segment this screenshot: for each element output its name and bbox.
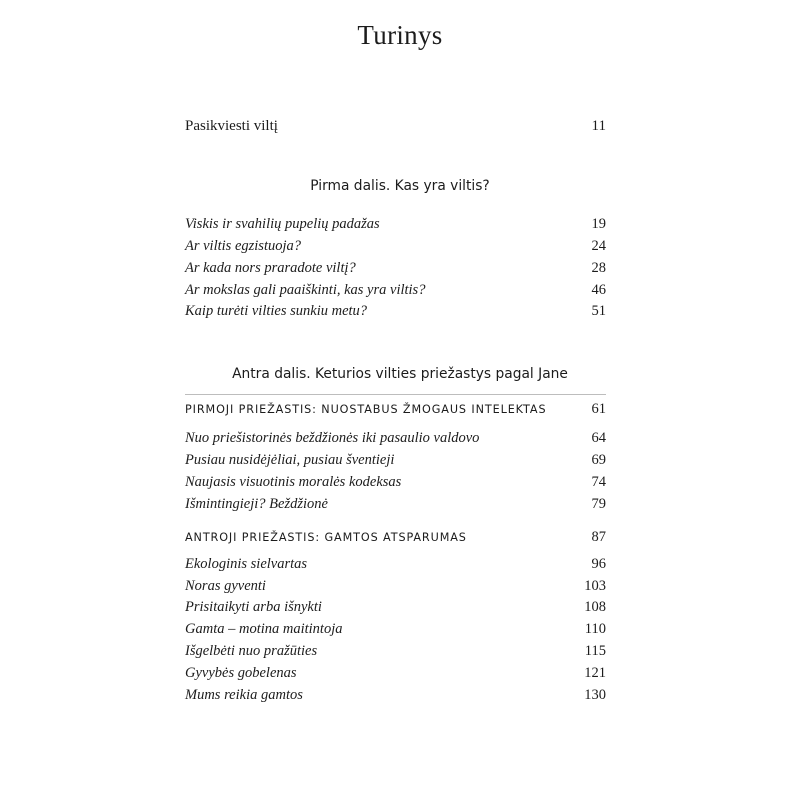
toc-entry[interactable] [185,662,606,684]
toc-entry[interactable] [185,279,606,301]
part-heading-2: Antra dalis. Keturios vilties priežastys pagal Jane [232,366,568,382]
toc-entry-title: Pasikviesti viltį [185,117,278,134]
toc-entry[interactable] [185,235,606,257]
toc-entry-title: Išmintingieji? Beždžionė [185,495,328,512]
toc-entry[interactable] [185,427,606,449]
toc-entry-page: 19 [591,215,606,232]
toc-entry-title: Ar viltis egzistuoja? [185,237,301,254]
toc-section-heading[interactable] [185,398,606,420]
toc-entry[interactable] [185,493,606,515]
toc-entry[interactable] [185,596,606,618]
toc-entry-title: Viskis ir svahilių pupelių padažas [185,215,380,232]
part-divider [185,394,606,395]
toc-entry[interactable] [185,553,606,575]
toc-entry[interactable] [185,257,606,279]
toc-section-heading[interactable] [185,526,606,548]
toc-entry-page: 110 [584,620,606,637]
toc-entry-title: Ekologinis sielvartas [185,555,308,572]
toc-entry-page: 103 [584,577,606,594]
toc-entry[interactable] [185,213,606,235]
toc-entry-page: 61 [591,400,606,417]
page-title: Turinys [357,20,443,50]
toc-entry-page: 115 [584,642,606,659]
toc-entry-title: Išgelbėti nuo pražūties [185,642,318,659]
toc-entry-title: Noras gyventi [185,577,266,594]
toc-entry-page: 28 [591,259,606,276]
toc-entry-title: Nuo priešistorinės beždžionės iki pasaulio valdovo [185,429,480,446]
toc-entry-title: Gyvybės gobelenas [185,664,297,681]
toc-entry-page: 69 [591,451,606,468]
toc-entry[interactable] [185,471,606,493]
toc-entry-title: Ar mokslas gali paaiškinti, kas yra viltis? [185,281,426,298]
toc-entry-page: 108 [584,598,606,615]
toc-entry-page: 46 [591,281,606,298]
toc-entry-page: 51 [591,302,606,319]
toc-section-title: PIRMOJI PRIEŽASTIS: NUOSTABUS ŽMOGAUS INTELEKTAS [185,402,547,416]
toc-entry[interactable] [185,575,606,597]
toc-entry-title: Ar kada nors praradote viltį? [185,259,356,276]
toc-entry[interactable] [185,618,606,640]
toc-entry-title: Prisitaikyti arba išnykti [185,598,322,615]
toc-entry-intro[interactable] [185,115,606,137]
toc-entry-page: 87 [591,528,606,545]
toc-entry[interactable] [185,449,606,471]
toc-entry[interactable] [185,640,606,662]
toc-entry-page: 79 [591,495,606,512]
toc-entry-page: 74 [591,473,606,490]
toc-entry-page: 121 [584,664,606,681]
toc-entry-title: Naujasis visuotinis moralės kodeksas [185,473,402,490]
toc-entry-page: 11 [591,117,606,134]
toc-entry-page: 64 [591,429,606,446]
toc-entry-page: 130 [584,686,606,703]
toc-entry[interactable] [185,300,606,322]
toc-entry-page: 24 [591,237,606,254]
toc-entry-title: Mums reikia gamtos [185,686,303,703]
toc-entry-title: Gamta – motina maitintoja [185,620,343,637]
toc-entry-page: 96 [591,555,606,572]
toc-entry[interactable] [185,684,606,706]
part-heading-1: Pirma dalis. Kas yra viltis? [310,178,490,194]
toc-entry-title: Kaip turėti vilties sunkiu metu? [185,302,368,319]
toc-entry-title: Pusiau nusidėjėliai, pusiau šventieji [185,451,395,468]
toc-section-title: ANTROJI PRIEŽASTIS: GAMTOS ATSPARUMAS [185,530,467,544]
